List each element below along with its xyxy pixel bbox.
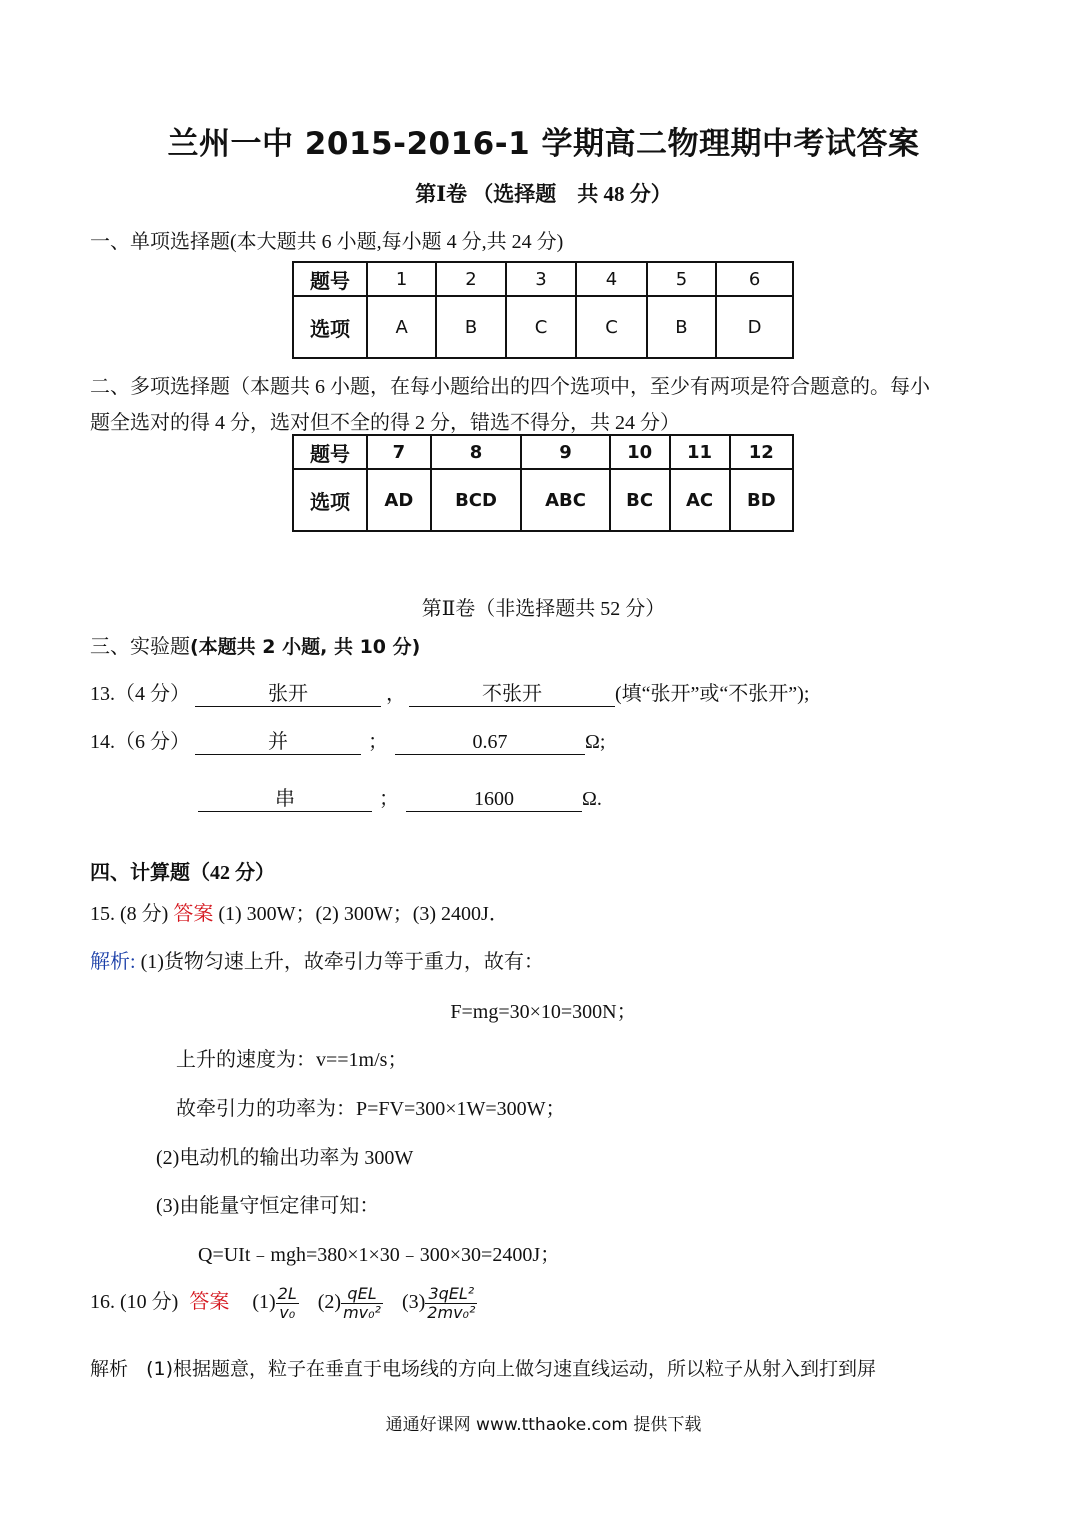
part1-heading: 第Ⅰ卷 （选择题 共 48 分） [415,182,672,206]
sec2-num: 12 [730,435,793,469]
sec1-num-label: 题号 [293,262,367,296]
q13-blank2: 不张开 [409,682,615,707]
sec1-answer: B [647,296,716,358]
q16-fraction-3 [425,1285,477,1322]
q16-fraction-2 [341,1285,383,1322]
q16-f3-den: 2mv₀² [427,1302,476,1322]
footer-source: 通通好课网 www.tthaoke.com 提供下载 [385,1415,702,1435]
q16-f1-num: 2L [277,1283,297,1303]
q16-fraction-1 [276,1285,299,1322]
sec2-answer-table [292,434,794,532]
q16-part3: (3) [401,1291,426,1313]
sec3-heading-a: 三、实验题 [90,636,190,658]
q13-label: 13.（4 分） [90,683,190,705]
sec1-num: 6 [716,262,793,296]
q15-answer: (1) 300W；(2) 300W；(3) 2400J． [218,903,509,925]
sec1-answer: D [716,296,793,358]
q16-answer-row [90,1278,477,1326]
q16-f3-num: 3qEL² [425,1285,477,1304]
sec2-answer: ABC [521,469,610,531]
q16-analysis-row [90,1354,876,1381]
q14-blank2: 0.67 [395,730,585,755]
sec1-num: 5 [647,262,716,296]
q14-label: 14.（6 分） [90,731,190,753]
q13-sep: ， [386,683,406,705]
q15-label: 15. (8 分) [90,903,169,925]
sec1-answer: A [367,296,436,358]
sec2-num: 11 [670,435,730,469]
q13-note: (填“张开”或“不张开”); [615,683,810,705]
q16-part1: (1) [252,1291,276,1313]
part2-heading: 第Ⅱ卷（非选择题共 52 分） [421,598,666,620]
q15-line6: (3)由能量守恒定律可知： [156,1195,380,1217]
q14-blank1: 并 [195,730,361,755]
sec2-num: 10 [610,435,670,469]
q15-analysis-tag: 解析: [90,951,136,973]
sec2-heading-line2: 题全选对的得 4 分，选对但不全的得 2 分，错选不得分，共 24 分） [90,412,680,434]
sec4-heading: 四、计算题（42 分） [90,862,275,884]
sec1-answer: C [576,296,647,358]
q14-sep2: ； [379,788,399,810]
sec2-num: 7 [367,435,431,469]
q16-f2-den: mv₀² [343,1302,381,1322]
q14-blank4: 1600 [406,787,582,812]
q16-f1-den: v₀ [279,1302,296,1322]
sec1-answer: B [436,296,505,358]
sec1-num: 3 [506,262,577,296]
sec2-answer: AD [367,469,431,531]
sec2-answer: BC [610,469,670,531]
q14-unit2: Ω. [582,788,602,810]
q16-f2-num: qEL [341,1285,383,1304]
sec2-num-label: 题号 [293,435,367,469]
q16-analysis: (1)根据题意，粒子在垂直于电场线的方向上做匀速直线运动，所以粒子从射入到打到屏 [146,1358,876,1380]
q15-answer-row [90,897,509,926]
sec3-heading-b: (本题共 2 小题, 共 10 分) [190,636,421,658]
q16-label: 16. (10 分) [90,1291,179,1313]
q14-row2 [198,782,602,812]
q15-line4: 故牵引力的功率为：P=FV=300×1W=300W； [176,1098,566,1120]
q15-line1: (1)货物匀速上升，故牵引力等于重力，故有： [140,951,544,973]
q15-line2: F=mg=30×10=300N； [450,1001,637,1023]
sec1-answer: C [506,296,577,358]
q16-part2: (2) [317,1291,342,1313]
sec2-answer: BD [730,469,793,531]
sec2-answer: BCD [431,469,522,531]
sec1-num: 4 [576,262,647,296]
q16-answer-tag: 答案 [189,1291,230,1313]
sec1-answer-table [292,261,794,359]
q16-analysis-tag: 解析 [90,1358,129,1380]
q14-unit1: Ω; [585,731,606,753]
sec2-num: 9 [521,435,610,469]
sec1-num: 2 [436,262,505,296]
q13-row [90,677,809,707]
page-title: 兰州一中 2015-2016-1 学期高二物理期中考试答案 [167,126,920,162]
q15-answer-tag: 答案 [173,903,214,925]
sec1-num: 1 [367,262,436,296]
q13-blank1: 张开 [195,682,381,707]
sec2-answer: AC [670,469,730,531]
sec2-num: 8 [431,435,522,469]
sec2-ans-label: 选项 [293,469,367,531]
sec3-heading [90,630,420,659]
q15-line5: (2)电动机的输出功率为 300W [156,1147,414,1169]
sec1-ans-label: 选项 [293,296,367,358]
sec2-heading-line1: 二、多项选择题（本题共 6 小题，在每小题给出的四个选项中，至少有两项是符合题意的。每小 [90,376,930,398]
q15-line3: 上升的速度为：v==1m/s； [176,1049,408,1071]
q15-analysis-row [90,945,544,974]
q15-line7: Q=UIt﹣mgh=380×1×30﹣300×30=2400J； [198,1244,561,1266]
sec1-heading: 一、单项选择题(本大题共 6 小题,每小题 4 分,共 24 分) [90,231,564,253]
q14-sep1: ； [368,731,388,753]
q14-blank3: 串 [198,787,372,812]
q14-row1 [90,725,605,755]
